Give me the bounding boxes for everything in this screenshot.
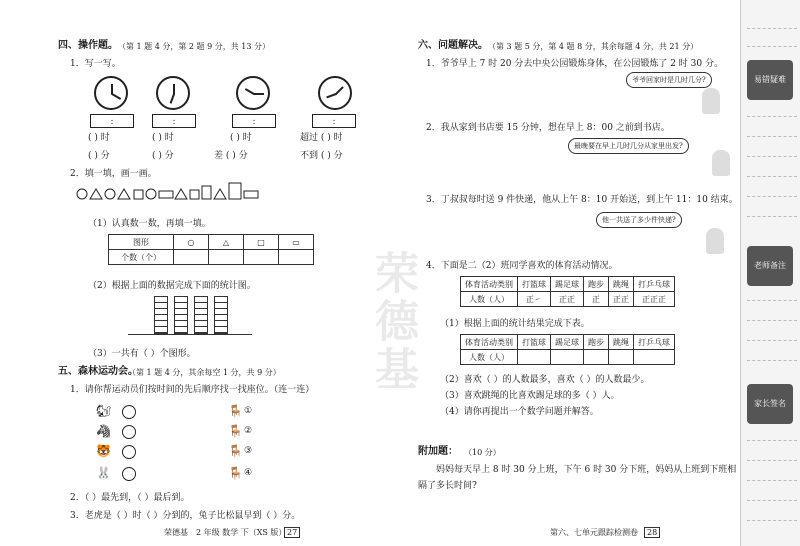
tally-cell: 正正正 bbox=[634, 292, 675, 307]
tally-row-label: 人数（人） bbox=[461, 292, 518, 307]
small-clock-icon bbox=[122, 425, 136, 439]
count-answer-cell[interactable] bbox=[518, 350, 551, 365]
count-blank[interactable] bbox=[174, 250, 209, 265]
count-blank[interactable] bbox=[244, 250, 279, 265]
problem-2-text: 2．我从家到书店要 15 分钟，想在早上 8：00 之前到书店。 bbox=[426, 123, 670, 133]
min-blank-1[interactable]: ( ) 分 bbox=[88, 151, 110, 161]
stat-column-1[interactable] bbox=[154, 296, 168, 334]
kid-1-icon bbox=[702, 88, 720, 114]
section-6-note: （第 3 题 5 分，第 4 题 8 分，其余每题 4 分，共 21 分） bbox=[488, 42, 699, 51]
stamp-teacher-notes: 老师备注 bbox=[747, 246, 793, 286]
min-blank-4[interactable]: 不到 ( ) 分 bbox=[300, 151, 343, 161]
shape-header-cell: 图形 bbox=[109, 235, 174, 250]
hour-blank-3[interactable]: ( ) 时 bbox=[230, 133, 252, 143]
footer-info-right: 第六、七单元跟踪检测卷 bbox=[550, 528, 638, 537]
count-answer-cell[interactable] bbox=[634, 350, 675, 365]
clock-2-icon bbox=[156, 76, 190, 110]
seat-1-icon[interactable]: 🪑 bbox=[228, 404, 243, 418]
tally-header-cell: 跑步 bbox=[584, 277, 609, 292]
q1-text: 1．写一写。 bbox=[70, 59, 121, 69]
stamp-parent-sign: 家长签名 bbox=[747, 384, 793, 424]
bonus-question-2: 隔了多长时间? bbox=[418, 481, 477, 491]
bonus-title: 附加题： bbox=[418, 446, 458, 457]
page-number-right: 28 bbox=[644, 527, 660, 538]
seat-1-label: ① bbox=[244, 406, 253, 416]
s5-q1-text: 1．请你帮运动员们按时间的先后顺序找一找座位。（连一连） bbox=[70, 385, 315, 395]
bonus-question: 妈妈每天早上 8 时 30 分上班，下午 6 时 30 分下班，妈妈从上班到下班相 bbox=[436, 465, 737, 475]
count-header-cell: 跳绳 bbox=[609, 335, 634, 350]
count-header-cell: 打乒乓球 bbox=[634, 335, 675, 350]
shape-circle-cell: ○ bbox=[174, 235, 209, 250]
page-number-left: 27 bbox=[284, 527, 300, 538]
count-header-cell: 打篮球 bbox=[518, 335, 551, 350]
seat-4-icon[interactable]: 🪑 bbox=[228, 466, 243, 480]
animal-3-icon: 🐯 bbox=[96, 444, 111, 458]
stat-column-4[interactable] bbox=[214, 296, 228, 334]
seat-4-label: ④ bbox=[244, 468, 253, 478]
problem-3-text: 3．丁叔叔每时送 9 件快递，他从上午 8：10 开始送，到上午 11：10 结束。 bbox=[426, 195, 738, 205]
count-header-cell: 跑步 bbox=[584, 335, 609, 350]
s5-q3-text: 3．老虎是（ ）时（ ）分到的，兔子比松鼠早到（ ）分。 bbox=[70, 511, 301, 521]
tally-cell: 正正 bbox=[551, 292, 584, 307]
clock-4-icon bbox=[318, 76, 352, 110]
section-5-title: 五、森林运动会。 bbox=[58, 366, 138, 377]
tally-header-cell: 跳绳 bbox=[609, 277, 634, 292]
note-sidebar bbox=[740, 0, 800, 546]
animal-2-icon: 🦓 bbox=[96, 424, 111, 438]
tally-header-cell: 打篮球 bbox=[518, 277, 551, 292]
count-blank[interactable] bbox=[279, 250, 314, 265]
seat-3-label: ③ bbox=[244, 446, 253, 456]
time-box-1[interactable]: : bbox=[90, 114, 134, 128]
problem-4-text: 4．下面是二（2）班同学喜欢的体育活动情况。 bbox=[426, 261, 618, 271]
footer-brand: 荣德基 bbox=[164, 528, 188, 537]
count-blank[interactable] bbox=[209, 250, 244, 265]
bubble-1: 爷爷回家时是几时几分? bbox=[626, 72, 712, 88]
section-6-title: 六、问题解决。 bbox=[418, 40, 488, 51]
min-blank-3[interactable]: 差 ( ) 分 bbox=[214, 151, 248, 161]
hour-blank-1[interactable]: ( ) 时 bbox=[88, 133, 110, 143]
tally-cell: 正 bbox=[584, 292, 609, 307]
clock-3-icon bbox=[236, 76, 270, 110]
small-clock-icon bbox=[122, 467, 136, 481]
time-box-3[interactable]: : bbox=[232, 114, 276, 128]
tally-cell: 正正 bbox=[609, 292, 634, 307]
q2-2-text: （2）根据上面的数据完成下面的统计图。 bbox=[88, 281, 256, 291]
shape-count-label: 个数（个） bbox=[109, 250, 174, 265]
stamp-error-notes: 易错疑难 bbox=[747, 60, 793, 100]
time-box-2[interactable]: : bbox=[152, 114, 196, 128]
time-box-4[interactable]: : bbox=[312, 114, 356, 128]
tally-cell: 正㇀ bbox=[518, 292, 551, 307]
footer-info: 2 年级 数学 下（XS 版） bbox=[196, 528, 287, 537]
animal-4-icon: 🐰 bbox=[96, 466, 111, 480]
right-page bbox=[400, 0, 740, 546]
shape-count-table bbox=[108, 234, 314, 265]
tally-header-cell: 体育活动类别 bbox=[461, 277, 518, 292]
seat-2-label: ② bbox=[244, 426, 253, 436]
seat-3-icon[interactable]: 🪑 bbox=[228, 444, 243, 458]
count-table bbox=[460, 334, 675, 365]
s5-q2-text: 2．（ ）最先到，（ ）最后到。 bbox=[70, 493, 190, 503]
count-answer-cell[interactable] bbox=[584, 350, 609, 365]
count-header-cell: 体育活动类别 bbox=[461, 335, 518, 350]
problem-4-1-text: （1）根据上面的统计结果完成下表。 bbox=[440, 319, 590, 329]
kid-3-icon bbox=[706, 228, 724, 254]
min-blank-2[interactable]: ( ) 分 bbox=[152, 151, 174, 161]
problem-4-2-text: （2）喜欢（ ）的人数最多，喜欢（ ）的人数最少。 bbox=[440, 375, 650, 385]
small-clock-icon bbox=[122, 445, 136, 459]
problem-4-4-text: （4）请你再提出一个数学问题并解答。 bbox=[440, 407, 599, 417]
count-answer-cell[interactable] bbox=[609, 350, 634, 365]
q2-1-text: （1）认真数一数，再填一填。 bbox=[88, 219, 211, 229]
tally-header-cell: 踢足球 bbox=[551, 277, 584, 292]
count-header-cell: 踢足球 bbox=[551, 335, 584, 350]
shapes-row bbox=[74, 182, 264, 204]
shape-square-cell: □ bbox=[244, 235, 279, 250]
count-answer-cell[interactable] bbox=[551, 350, 584, 365]
stat-column-3[interactable] bbox=[194, 296, 208, 334]
hour-blank-2[interactable]: ( ) 时 bbox=[152, 133, 174, 143]
tally-table bbox=[460, 276, 675, 307]
section-4-note: （第 1 题 4 分，第 2 题 9 分，共 13 分） bbox=[118, 42, 270, 51]
shape-triangle-cell: △ bbox=[209, 235, 244, 250]
count-row-label: 人数（人） bbox=[461, 350, 518, 365]
shape-rect-cell: ▭ bbox=[279, 235, 314, 250]
chart-baseline bbox=[128, 334, 252, 335]
tally-header-cell: 打乒乓球 bbox=[634, 277, 675, 292]
seat-2-icon[interactable]: 🪑 bbox=[228, 424, 243, 438]
bubble-2: 最晚要在早上几时几分从家里出发? bbox=[568, 138, 689, 154]
small-clock-icon bbox=[122, 405, 136, 419]
stat-column-2[interactable] bbox=[174, 296, 188, 334]
kid-2-icon bbox=[712, 150, 730, 176]
bubble-3: 他一共送了多少件快递? bbox=[596, 212, 682, 228]
watermark: 荣德基 bbox=[367, 250, 418, 394]
bonus-note: （10 分） bbox=[464, 448, 501, 457]
q2-text: 2．填一填，画一画。 bbox=[70, 169, 157, 179]
clock-1-icon bbox=[94, 76, 128, 110]
problem-4-3-text: （3）喜欢跳绳的比喜欢踢足球的多（ ）人。 bbox=[440, 391, 620, 401]
q2-3-text: （3）一共有（ ）个图形。 bbox=[88, 349, 196, 359]
hour-blank-4[interactable]: 超过 ( ) 时 bbox=[300, 133, 343, 143]
animal-1-icon: 🐿 bbox=[96, 404, 112, 418]
problem-1-text: 1．爷爷早上 7 时 20 分去中央公园锻炼身体，在公园锻炼了 2 时 30 分。 bbox=[426, 59, 723, 69]
section-5-note: （第 1 题 4 分，其余每空 1 分，共 9 分） bbox=[128, 368, 281, 377]
section-4-title: 四、操作题。 bbox=[58, 40, 118, 51]
